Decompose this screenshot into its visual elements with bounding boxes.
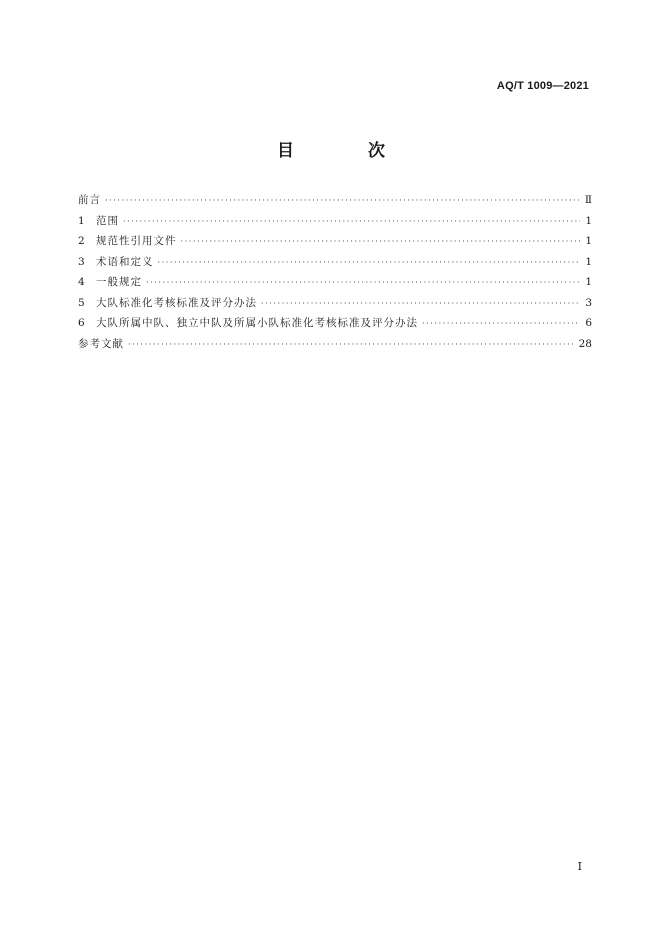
toc-entry-text: 前言 xyxy=(78,194,101,206)
toc-entry-page: 1 xyxy=(585,255,592,268)
toc-entry-number: 3 xyxy=(78,255,85,268)
toc-entry-foreword[interactable] xyxy=(78,190,592,211)
toc-leader-dots xyxy=(422,314,580,335)
toc-entry-page: 1 xyxy=(585,214,592,227)
toc-entry-squadron-standards[interactable] xyxy=(78,313,592,334)
toc-title: 目 次 xyxy=(277,141,419,161)
toc-entry-normative-references[interactable] xyxy=(78,231,592,252)
standard-code: AQ/T 1009—2021 xyxy=(496,80,589,92)
toc-entry-page: 28 xyxy=(578,337,592,350)
toc-leader-dots xyxy=(123,212,580,233)
toc-entry-text: 一般规定 xyxy=(96,276,142,288)
toc-leader-dots xyxy=(181,232,581,253)
toc-leader-dots xyxy=(261,294,580,315)
toc-entry-number: 1 xyxy=(78,214,85,227)
page-number: Ⅰ xyxy=(577,860,582,873)
toc-entry-number: 2 xyxy=(78,235,85,247)
toc-leader-dots xyxy=(128,335,575,356)
toc-leader-dots xyxy=(146,273,580,294)
toc-entry-number: 5 xyxy=(78,296,85,309)
toc-entry-brigade-standards[interactable] xyxy=(78,293,592,314)
toc-entry-text: 大队标准化考核标准及评分办法 xyxy=(96,296,257,309)
toc-entry-text: 术语和定义 xyxy=(96,255,154,268)
toc-entry-text: 大队所属中队、独立中队及所属小队标准化考核标准及评分办法 xyxy=(96,317,418,329)
toc-leader-dots xyxy=(105,191,580,212)
toc-entry-page: 6 xyxy=(585,317,592,329)
toc-entry-text: 参考文献 xyxy=(78,337,124,350)
toc-entry-page: 1 xyxy=(585,235,592,247)
toc-entry-page: Ⅱ xyxy=(584,194,592,206)
toc-entry-number: 6 xyxy=(78,317,85,329)
table-of-contents xyxy=(78,190,592,354)
toc-entry-text: 范围 xyxy=(96,214,119,227)
toc-entry-general-provisions[interactable] xyxy=(78,272,592,293)
toc-entry-terms-definitions[interactable] xyxy=(78,252,592,273)
toc-entry-page: 1 xyxy=(585,276,592,288)
toc-entry-page: 3 xyxy=(585,296,592,309)
toc-entry-scope[interactable] xyxy=(78,211,592,232)
toc-entry-bibliography[interactable] xyxy=(78,334,592,355)
toc-entry-number: 4 xyxy=(78,276,85,288)
toc-leader-dots xyxy=(158,253,581,274)
toc-entry-text: 规范性引用文件 xyxy=(96,235,177,247)
